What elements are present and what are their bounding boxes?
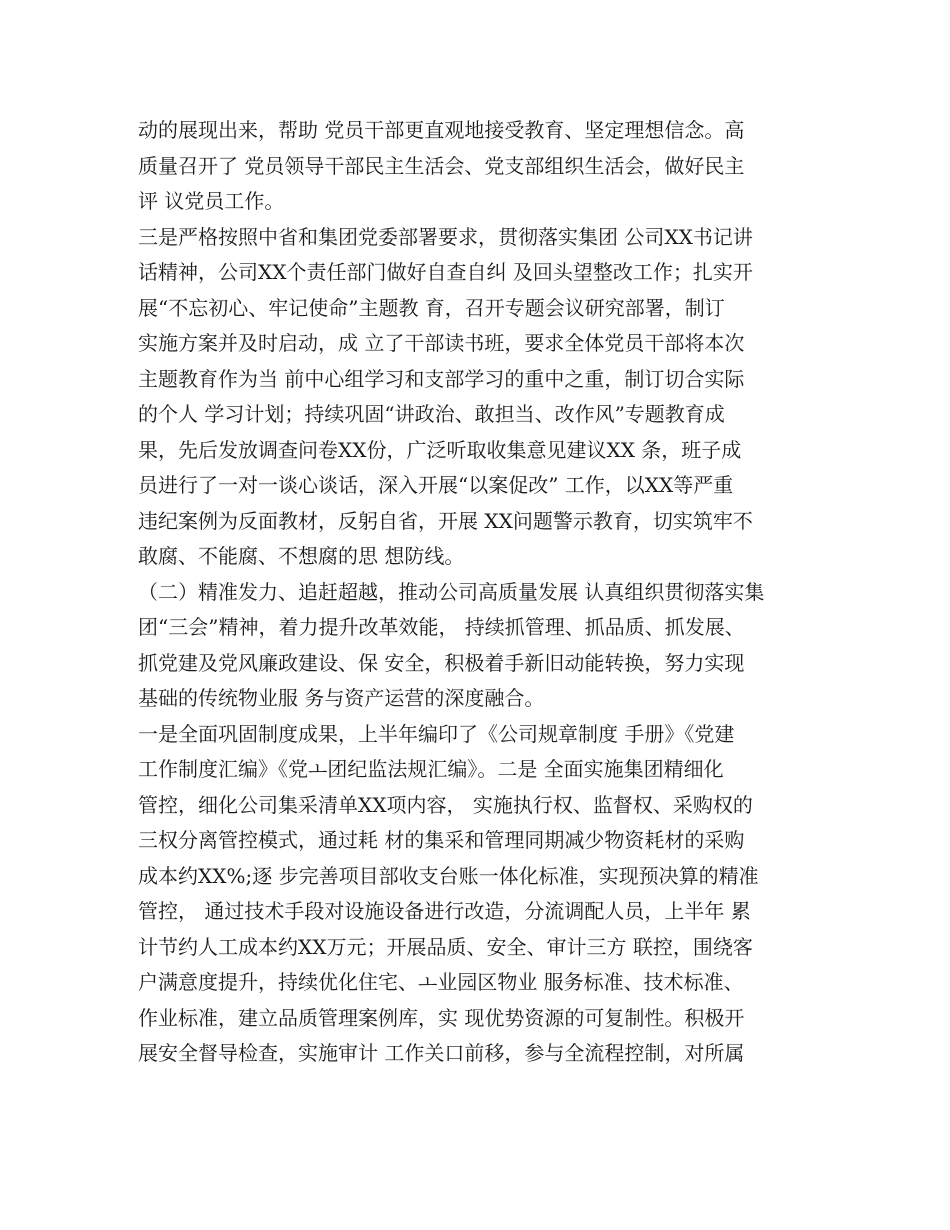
- text-line: 话精神，公司XX个责任部门做好自查自纠 及回头望整改工作；扎实开: [138, 260, 753, 284]
- text-line: 展安全督导检查，实施审计 工作关口前移，参与全流程控制，对所属: [138, 1041, 745, 1065]
- text-line: 果，先后发放调查问卷XX份，广泛听取收集意见建议XX 条，班子成: [138, 437, 742, 462]
- text-line: 三是严格按照中省和集团党委部署要求，贯彻落实集团 公司XX书记讲: [138, 224, 753, 249]
- text-line: 主题教育作为当 前中心组学习和支部学习的重中之重，制订切合实际: [138, 366, 745, 391]
- text-line: 敢腐、不能腐、不想腐的思 想防线。: [138, 544, 465, 568]
- text-line: 作业标准，建立品质管理案例库，实 现优势资源的可复制性。积极开: [138, 1005, 745, 1030]
- text-line: 户满意度提升，持续优化住宅、ㅗ业园区物业 服务标准、技术标准、: [138, 970, 744, 994]
- text-line: 展“不忘初心、牢记使命”主题教 育，召开专题会议研究部署，制订: [138, 295, 725, 320]
- text-line: 成本约XX%;逐 步完善项目部收支台账一体化标准，实现预决算的精准: [138, 863, 759, 888]
- text-line: 评 议党员工作。: [138, 189, 285, 213]
- text-line: 的个人 学习计划；持续巩固“讲政治、敢担当、改作风”专题教育成: [138, 402, 725, 426]
- text-line: 团“三会”精神，着力提升改革效能， 持续抓管理、抓品质、抓发展、: [138, 615, 745, 639]
- text-line: 管控， 通过技术手段对设施设备进行改造，分流调配人员，上半年 累: [138, 899, 751, 923]
- text-line: 抓党建及党风廉政建设、保 安全，积极着手新旧动能转换，努力实现: [138, 650, 745, 675]
- text-line: 员进行了一对一谈心谈话，深入开展“以案促改” 工作，以XX等严重: [138, 473, 734, 497]
- text-line: （二）精准发力、追赶超越，推动公司高质量发展 认真组织贯彻落实集: [138, 579, 765, 604]
- text-line: 基础的传统物业服 务与资产运营的深度融合。: [138, 686, 545, 710]
- text-line: 一是全面巩固制度成果，上半年编印了《公司规章制度 手册》《党建: [138, 721, 735, 746]
- text-line: 动的展现出来，帮助 党员干部更直观地接受教育、坚定理想信念。高: [138, 118, 745, 142]
- text-line: 管控，细化公司集采清单XX项内容， 实施执行权、监督权、采购权的: [138, 792, 753, 817]
- text-line: 质量召开了 党员领导干部民主生活会、党支部组织生活会，做好民主: [138, 153, 745, 178]
- text-line: 工作制度汇编》《党ㅗ团纪监法规汇编》。二是 全面实施集团精细化: [138, 757, 724, 781]
- text-line: 三权分离管控模式，通过耗 材的集采和管理同期减少物资耗材的采购: [138, 828, 745, 852]
- text-line: 违纪案例为反面教材，反躬自省，开展 XX问题警示教育，切实筑牢不: [138, 508, 753, 533]
- text-line: 实施方案并及时启动，成 立了干部读书班，要求全体党员干部将本次: [138, 331, 745, 355]
- text-line: 计节约人工成本约XX万元；开展品质、安全、审计三方 联控，围绕客: [138, 934, 753, 959]
- document-body: [138, 113, 838, 1072]
